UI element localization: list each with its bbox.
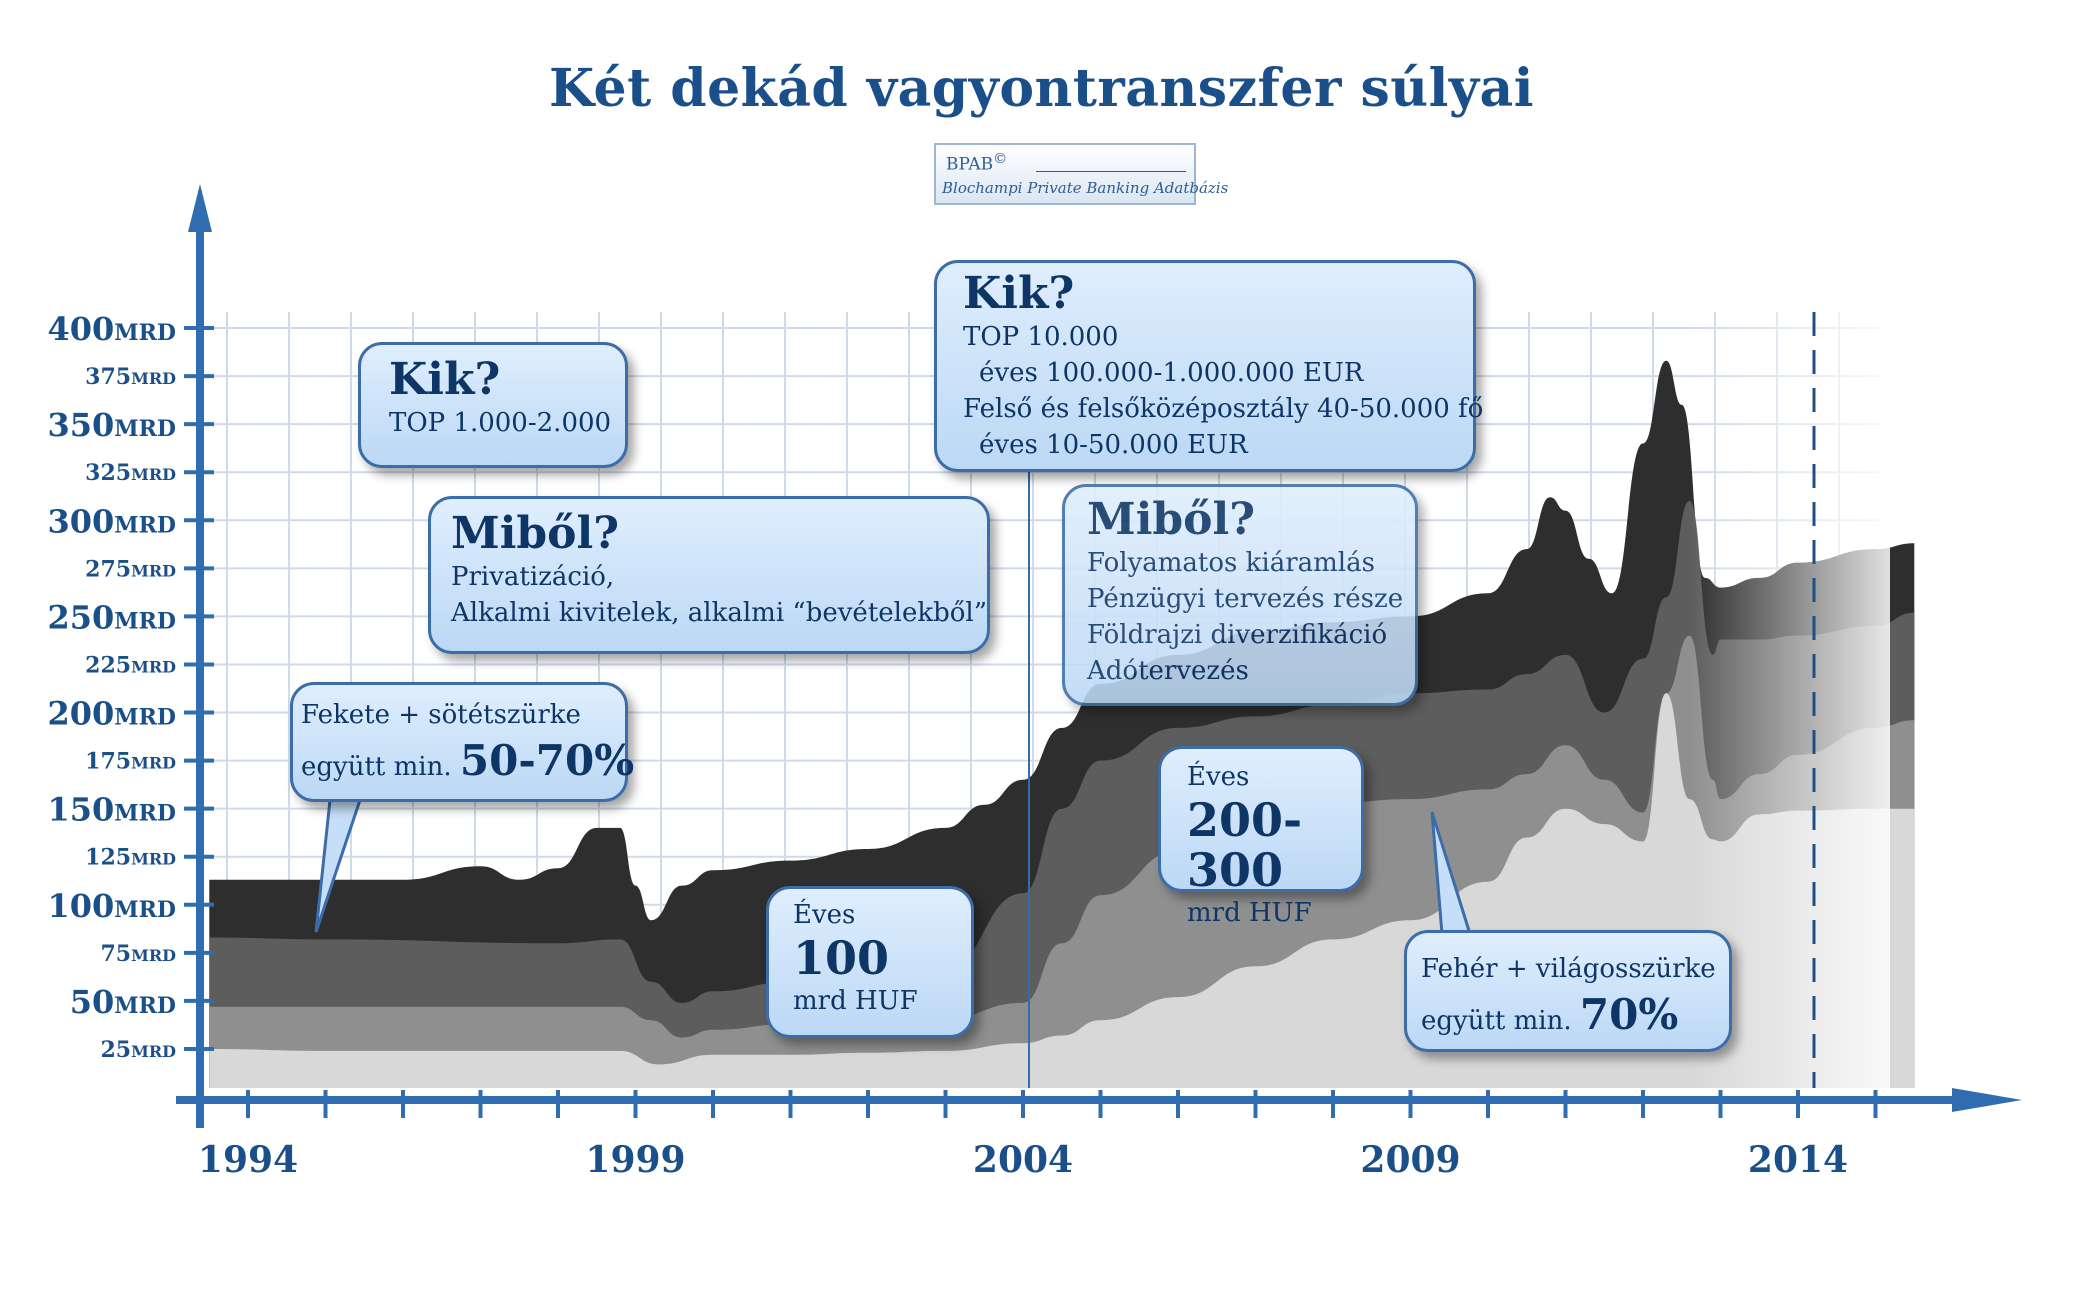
callout-line: Folyamatos kiáramlás xyxy=(1087,548,1375,578)
callout-percent: 50-70% xyxy=(459,736,635,785)
page-title: Két dekád vagyontranszfer súlyai xyxy=(548,58,1535,119)
callout-line: együtt min. xyxy=(301,752,452,782)
y-tick-label: 25MRD xyxy=(100,1037,176,1063)
callout-line: Éves xyxy=(1187,762,1250,792)
callout-line: TOP 10.000 xyxy=(963,322,1119,352)
x-tick-label: 1994 xyxy=(197,1139,299,1181)
callout-kik-1 xyxy=(358,342,628,468)
callout-mibol-1 xyxy=(428,496,990,654)
y-tick-label: 225MRD xyxy=(85,652,176,679)
callout-unit: mrd HUF xyxy=(1187,898,1312,928)
callout-heading: Kik? xyxy=(389,354,501,405)
y-tick-label: 250MRD xyxy=(47,598,176,637)
callout-line: Földrajzi diverzifikáció xyxy=(1087,620,1388,650)
callout-eves-200-300 xyxy=(1158,746,1364,928)
callout-line: éves 100.000-1.000.000 EUR xyxy=(979,358,1364,388)
y-tick-label: 300MRD xyxy=(47,502,176,541)
callout-value: 100 xyxy=(793,931,890,985)
y-tick-label: 150MRD xyxy=(47,790,176,829)
callout-eves-100 xyxy=(766,886,974,1038)
callout-line: éves 10-50.000 EUR xyxy=(979,430,1248,460)
y-tick-label: 75MRD xyxy=(100,940,176,967)
callout-fekete xyxy=(290,682,635,802)
callout-line: Éves xyxy=(793,900,856,930)
callout-line: Adótervezés xyxy=(1087,656,1249,686)
x-axis-arrow xyxy=(1952,1088,2022,1112)
y-tick-label: 275MRD xyxy=(85,556,176,583)
callout-line: TOP 1.000-2.000 xyxy=(389,408,612,438)
callout-kik-2 xyxy=(934,260,1484,472)
callout-percent: 70% xyxy=(1579,990,1679,1039)
logo-text: BPAB© xyxy=(946,151,1008,175)
callout-heading: Kik? xyxy=(963,268,1075,319)
callout-mibol-2 xyxy=(1062,484,1418,706)
callout-line: Fehér + világosszürke xyxy=(1421,954,1716,984)
y-tick-label: 200MRD xyxy=(47,694,176,733)
y-tick-label: 175MRD xyxy=(85,748,176,775)
callout-line: Felső és felsőközéposztály 40-50.000 fő xyxy=(963,394,1484,424)
logo-subtitle: Blochampi Private Banking Adatbázis xyxy=(942,179,1229,197)
logo-rule xyxy=(1036,171,1186,172)
callout-unit: mrd HUF xyxy=(793,986,918,1016)
callout-line: együtt min. xyxy=(1421,1006,1572,1036)
callout-line: Fekete + sötétszürke xyxy=(301,700,581,730)
y-tick-label: 50MRD xyxy=(69,982,176,1021)
x-tick-label: 1999 xyxy=(585,1139,686,1181)
callout-heading: Miből? xyxy=(451,508,620,559)
x-tick-label: 2004 xyxy=(972,1139,1074,1181)
y-tick-label: 400MRD xyxy=(47,310,176,348)
y-tick-label: 325MRD xyxy=(85,460,176,487)
y-tick-label: 375MRD xyxy=(85,364,176,391)
y-tick-label: 350MRD xyxy=(47,406,176,445)
bpab-logo xyxy=(934,143,1229,205)
x-tick-label: 2014 xyxy=(1747,1139,1849,1181)
callout-feher xyxy=(1404,930,1732,1052)
callout-heading: Miből? xyxy=(1087,494,1256,545)
y-tick-label: 100MRD xyxy=(47,886,176,925)
callout-line: Pénzügyi tervezés része xyxy=(1087,584,1404,614)
y-axis-arrow xyxy=(188,184,212,232)
callout-value: 200-300 xyxy=(1187,793,1303,897)
y-tick-label: 125MRD xyxy=(85,844,176,871)
x-tick-label: 2009 xyxy=(1360,1139,1461,1181)
callout-line: Alkalmi kivitelek, alkalmi “bevételekből” xyxy=(451,598,988,628)
callout-line: Privatizáció, xyxy=(451,562,615,592)
